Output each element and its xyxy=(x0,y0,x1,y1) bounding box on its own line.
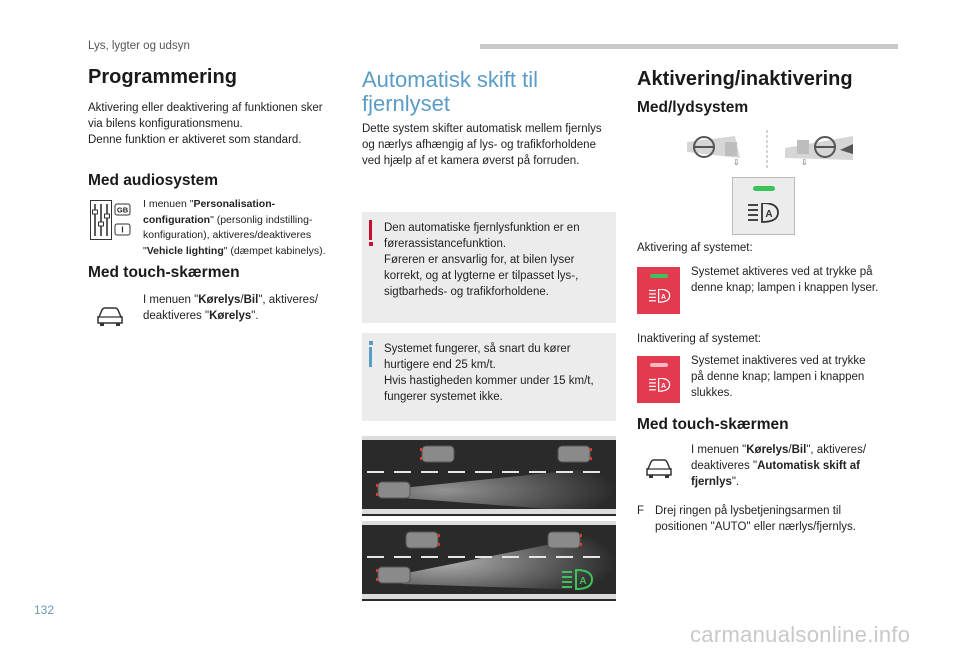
touch-line xyxy=(691,474,906,490)
lamp-on xyxy=(650,274,668,278)
text: deaktiveres " xyxy=(691,460,758,472)
touch-screen-instructions xyxy=(691,442,906,490)
programmering-intro xyxy=(88,100,348,148)
intro-line: Aktivering eller deaktivering af funktionen sker xyxy=(88,102,323,114)
bold-text: Personalisation- xyxy=(193,198,276,210)
text: ", aktiveres/ xyxy=(258,294,319,306)
green-lamp xyxy=(753,186,775,191)
warning-line: Føreren er ansvarlig for, at bilen lyser xyxy=(384,254,575,266)
text: ". xyxy=(731,476,740,488)
touch-screen-heading: Med touch-skærmen xyxy=(637,416,789,433)
audio-heading: Med audiosystem xyxy=(88,172,219,189)
text: " xyxy=(143,244,147,257)
deactivation-line: på denne knap; lampen i knappen xyxy=(691,371,865,383)
text: I menuen " xyxy=(691,444,747,456)
touch-line xyxy=(691,458,906,474)
activation-line: Systemet aktiveres ved at trykke på xyxy=(691,266,873,278)
section-header: Lys, lygter og udsyn xyxy=(88,40,190,52)
intro-line: Denne funktion er aktiveret som standard. xyxy=(88,134,302,146)
text: ", aktiveres/ xyxy=(806,444,867,456)
audio-line xyxy=(143,213,348,229)
warning-exclamation-icon xyxy=(369,220,372,240)
touch-heading: Med touch-skærmen xyxy=(88,264,240,281)
info-line: fungerer systemet ikke. xyxy=(384,391,503,403)
bold-text: Kørelys xyxy=(198,294,241,306)
svg-text:A: A xyxy=(765,209,773,220)
bold-text: Bil xyxy=(243,294,259,306)
header-rule xyxy=(480,44,898,49)
bold-text: Kørelys xyxy=(209,310,252,322)
deactivation-line: Systemet inaktiveres ved at trykke xyxy=(691,355,866,367)
bold-text: Kørelys xyxy=(746,444,789,456)
text: ". xyxy=(251,310,259,322)
text: / xyxy=(788,444,792,456)
steering-lever-illustration xyxy=(685,128,855,170)
auto-highbeam-button[interactable] xyxy=(732,177,795,235)
activation-title: Aktivering/inaktivering xyxy=(637,68,853,90)
svg-text:A: A xyxy=(579,576,587,587)
svg-text:⇩: ⇩ xyxy=(801,158,808,167)
step-line: Drej ringen på lysbetjeningsarmen til xyxy=(655,505,842,517)
deactivation-label: Inaktivering af systemet: xyxy=(637,333,761,345)
svg-text:A: A xyxy=(660,293,666,301)
text: I menuen " xyxy=(143,198,194,210)
warning-line: korrekt, og at lygterne er tilpasset lys-, xyxy=(384,270,579,282)
text: / xyxy=(240,294,244,306)
programmering-title: Programmering xyxy=(88,66,237,88)
auto-highbeam-icon xyxy=(649,289,671,303)
step-bullet: F xyxy=(637,505,645,517)
touch-instructions xyxy=(143,292,353,324)
lever-heading: Med/lydsystem xyxy=(637,99,749,116)
step-line: positionen "AUTO" eller nærlys/fjernlys. xyxy=(655,521,856,533)
audio-line xyxy=(143,228,348,244)
title-line: fjernlyset xyxy=(362,91,451,116)
step-text xyxy=(655,503,905,535)
text: " (personlig indstilling- xyxy=(210,213,313,226)
activation-text xyxy=(691,264,901,296)
deactivation-line: slukkes. xyxy=(691,387,733,399)
info-line: Hvis hastigheden kommer under 15 km/t, xyxy=(384,375,594,387)
auto-highbeam-icon xyxy=(649,378,671,392)
svg-text:GB: GB xyxy=(116,205,129,215)
warning-line: førerassistancefunktion. xyxy=(384,238,507,250)
bold-text: Bil xyxy=(791,444,807,456)
deactivate-button[interactable] xyxy=(637,356,680,403)
info-i-icon xyxy=(369,347,372,367)
audio-line xyxy=(143,197,348,213)
car-icon xyxy=(644,457,674,479)
svg-text:⇩: ⇩ xyxy=(733,158,740,167)
touch-line xyxy=(143,292,353,308)
info-box xyxy=(362,333,616,421)
settings-sliders-icon xyxy=(90,200,132,240)
title-line: Automatisk skift til xyxy=(362,67,539,92)
warning-line: Den automatiske fjernlysfunktion er en xyxy=(384,222,580,234)
info-line: hurtigere end 25 km/t. xyxy=(384,359,496,371)
touch-line xyxy=(691,442,906,458)
car-icon xyxy=(95,305,125,327)
auto-highbeam-intro xyxy=(362,121,622,169)
audio-line xyxy=(143,244,348,260)
activation-label: Aktivering af systemet: xyxy=(637,242,753,254)
page-number: 132 xyxy=(34,603,55,617)
road-illustration xyxy=(362,436,616,601)
text: konfiguration), aktiveres/deaktiveres xyxy=(143,229,312,241)
bold-text: configuration xyxy=(143,213,211,226)
watermark: carmanualsonline.info xyxy=(690,622,911,647)
activation-line: denne knap; lampen i knappen lyser. xyxy=(691,282,879,294)
intro-line: ved hjælp af et kamera øverst på forruden. xyxy=(362,155,580,167)
lamp-off xyxy=(650,363,668,367)
warning-box xyxy=(362,212,616,323)
warning-line: sigtbarheds- og trafikforholdene. xyxy=(384,286,549,298)
bold-text: Automatisk skift af xyxy=(757,460,860,472)
auto-highbeam-icon xyxy=(748,203,780,223)
bold-text: Vehicle lighting xyxy=(146,244,224,257)
auto-highbeam-title xyxy=(362,68,617,116)
deactivation-text xyxy=(691,353,901,401)
svg-text:I: I xyxy=(121,225,124,235)
text: " (dæmpet kabinelys). xyxy=(223,244,326,257)
activate-button[interactable] xyxy=(637,267,680,314)
bold-text: fjernlys xyxy=(691,476,732,488)
info-line: Systemet fungerer, så snart du kører xyxy=(384,343,571,355)
svg-text:A: A xyxy=(660,382,666,390)
text: deaktiveres " xyxy=(143,310,210,322)
text: I menuen " xyxy=(143,294,199,306)
intro-line: og nærlys afhængig af lys- og trafikforholdene xyxy=(362,139,596,151)
intro-line: Dette system skifter automatisk mellem fjernlys xyxy=(362,123,602,135)
touch-line xyxy=(143,308,353,324)
audio-instructions xyxy=(143,197,348,259)
intro-line: via bilens konfigurationsmenu. xyxy=(88,118,243,130)
